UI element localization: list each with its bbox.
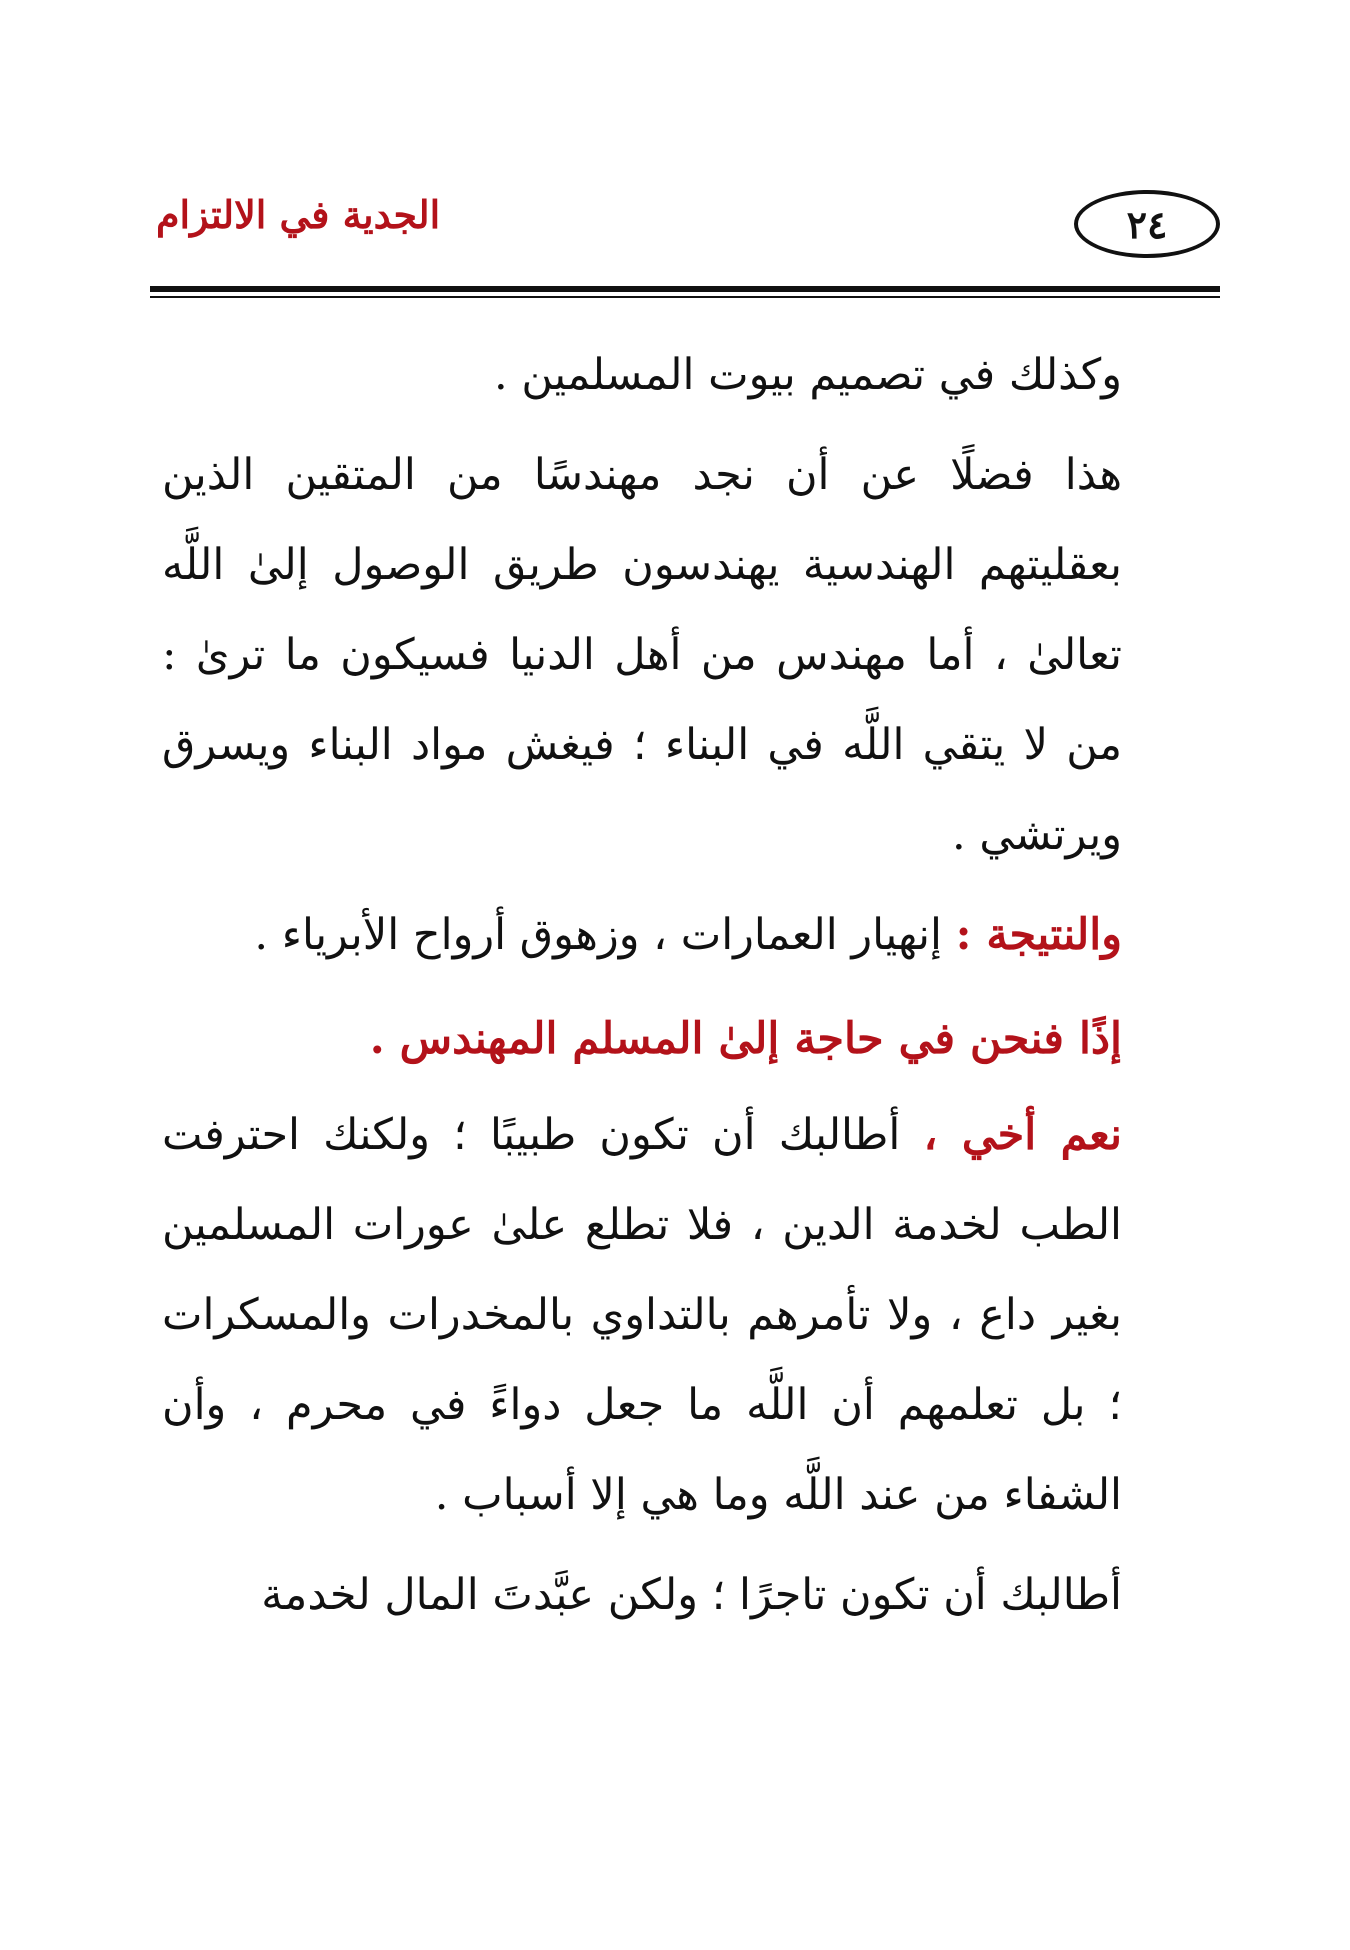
page-header: [150, 180, 1220, 280]
page-number: ٢٤: [1126, 201, 1168, 247]
header-rule-thin: [150, 296, 1220, 298]
body-text: [162, 330, 1212, 1640]
book-title: الجدية في الالتزام: [156, 192, 441, 237]
section-heading: إذًا فنحن في حاجة إلىٰ المسلم المهندس .: [369, 1014, 1122, 1064]
paragraph-4-text: أطالبك أن تكون طبيبًا ؛ ولكنك احترفت الطب لخدمة الدين ، فلا تطلع علىٰ عورات المسلمين بغير داع ، ولا تأمرهم بالتداوي بالمخدرات والمسكرات ؛ بل تعلمهم أن اللَّه ما جعل دواءً في محرم ، وأن الشفاء من عند اللَّه وما هي إلا أسباب .: [162, 1110, 1122, 1520]
paragraph-4: [162, 1090, 1212, 1540]
paragraph-2: هذا فضلًا عن أن نجد مهندسًا من المتقين الذين بعقليتهم الهندسية يهندسون طريق الوصول إلىٰ اللَّه تعالىٰ ، أما مهندس من أهل الدنيا فسيكون ما ترىٰ : من لا يتقي اللَّه في البناء ؛ فيغش مواد البناء ويسرق ويرتشي .: [162, 450, 1122, 860]
paragraph-3-lead: والنتيجة :: [955, 910, 1122, 960]
paragraph-5: أطالبك أن تكون تاجرًا ؛ ولكن عبَّدتَ المال لخدمة: [261, 1570, 1122, 1620]
paragraph-3-text: إنهيار العمارات ، وزهوق أرواح الأبرياء .: [254, 910, 956, 960]
header-rule-thick: [150, 286, 1220, 292]
paragraph-1: وكذلك في تصميم بيوت المسلمين .: [494, 350, 1122, 400]
paragraph-3: [162, 890, 1212, 980]
paragraph-4-lead: نعم أخي ،: [923, 1110, 1122, 1160]
page-number-badge: [1074, 190, 1220, 258]
